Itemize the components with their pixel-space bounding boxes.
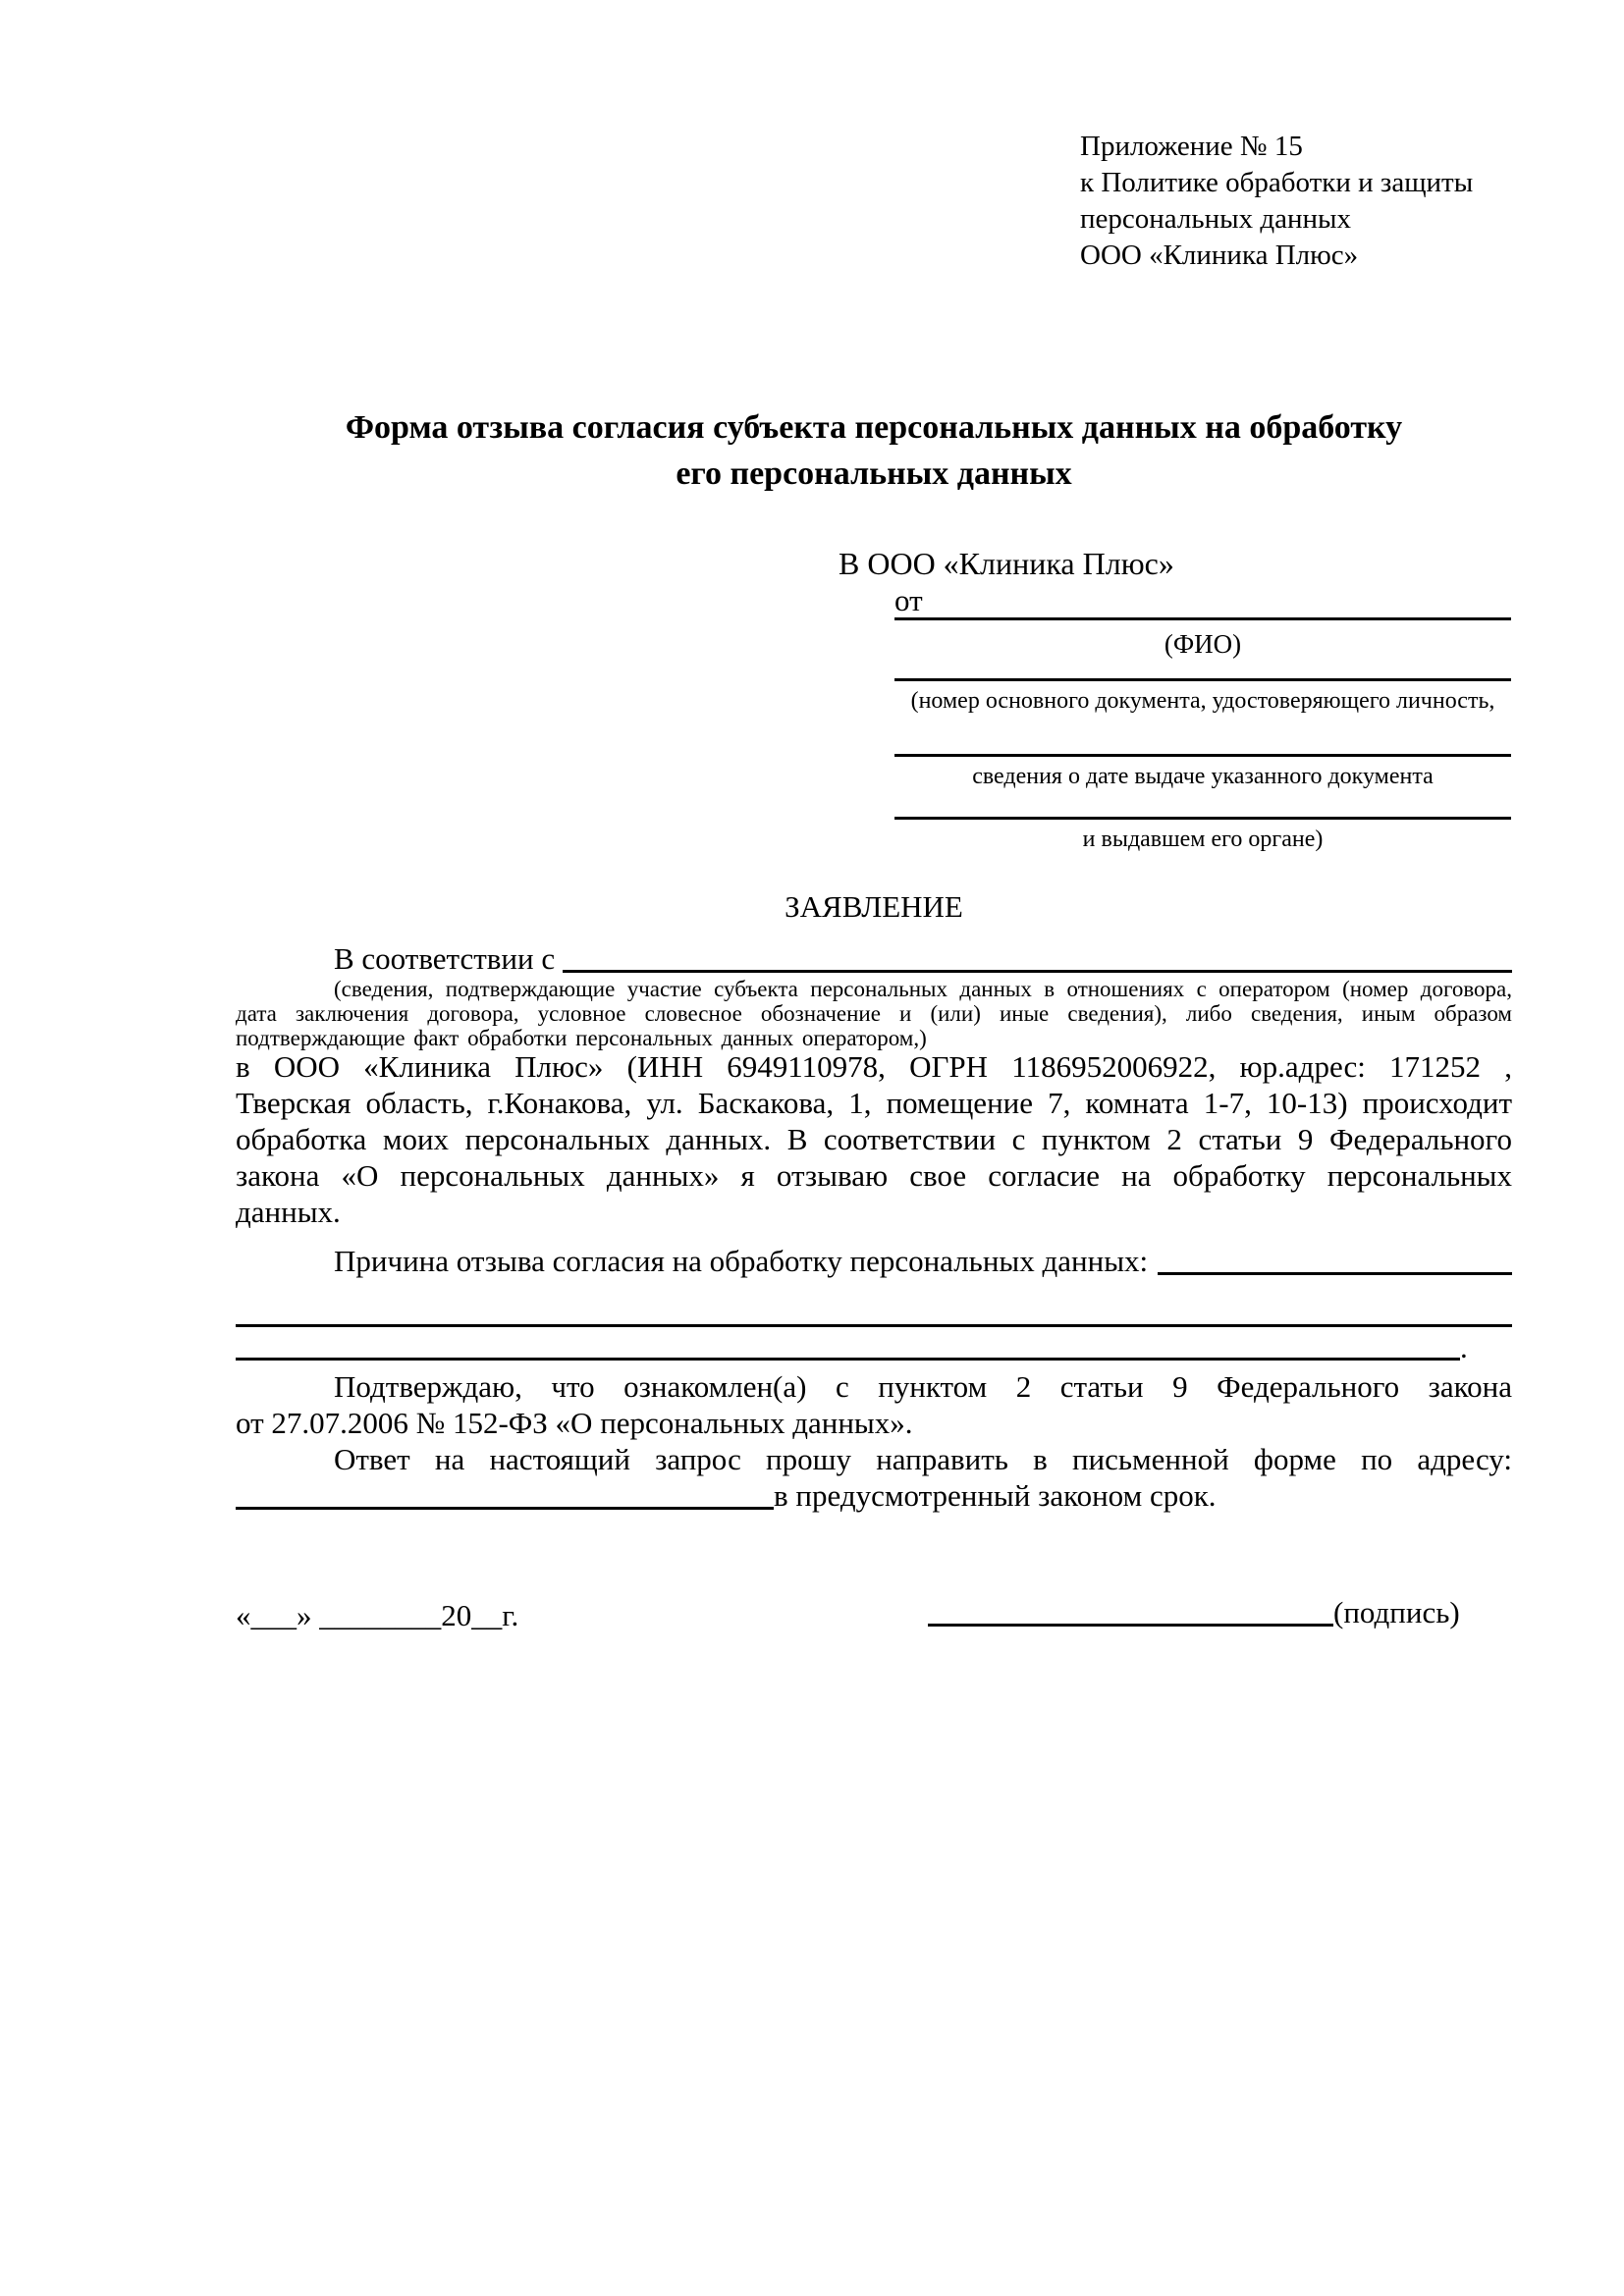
confirm-paragraph bbox=[236, 1368, 1512, 1441]
reason-line bbox=[236, 1243, 1512, 1279]
confirm-line: Подтверждаю, что ознакомлен(а) с пунктом 2 статьи 9 Федерального закона bbox=[334, 1369, 1512, 1404]
paragraph-indent bbox=[236, 1243, 334, 1279]
paragraph-indent bbox=[236, 940, 334, 977]
reply-line: Ответ на настоящий запрос прошу направить в письменной форме по адресу: bbox=[334, 1442, 1512, 1476]
issue-date-blank-line bbox=[894, 754, 1511, 757]
statement-heading: ЗАЯВЛЕНИЕ bbox=[785, 889, 963, 924]
reason-blank-line bbox=[1158, 1272, 1512, 1275]
issue-org-caption: и выдавшем его органе) bbox=[1082, 827, 1324, 852]
doc-number-caption: (номер основного документа, удостоверяющего личность, bbox=[910, 688, 1495, 714]
issue-date-caption: сведения о дате выдаче указанного документа bbox=[972, 764, 1434, 789]
addressee-to: В ООО «Клиника Плюс» bbox=[839, 546, 1174, 581]
reply-address-blank-line bbox=[236, 1507, 774, 1510]
fio-caption: (ФИО) bbox=[1164, 629, 1242, 659]
date-blank: «___» ________20__г. bbox=[236, 1598, 519, 1632]
intro-blank-line bbox=[563, 970, 1512, 973]
fio-blank-line bbox=[894, 617, 1511, 620]
appendix-line: персональных данных bbox=[1080, 203, 1352, 235]
addressee-from-label: от bbox=[894, 583, 923, 617]
confirm-line: от 27.07.2006 № 152-ФЗ «О персональных данных». bbox=[236, 1406, 913, 1440]
statement-body: в ООО «Клиника Плюс» (ИНН 6949110978, ОГРН 1186952006922, юр.адрес: 171252 , Тверская область, г.Конакова, ул. Баскакова, 1, помещение 7, комната 1-7, 10-13) происходит обработка моих персональных данных. В соответствии с пунктом 2 статьи 9 Федерального закона «О персональных данных» я отзываю свое согласие на обработку персональных данных. bbox=[236, 1049, 1512, 1229]
document-title bbox=[236, 404, 1512, 497]
signature-blank-line bbox=[928, 1624, 1333, 1627]
doc-number-blank-line bbox=[894, 678, 1511, 681]
signature-area bbox=[928, 1594, 1460, 1630]
appendix-line: к Политике обработки и защиты bbox=[1080, 167, 1474, 198]
reason-blank-line-3 bbox=[236, 1327, 1512, 1362]
reply-suffix: в предусмотренный законом срок. bbox=[774, 1478, 1217, 1513]
trailing-period: . bbox=[1460, 1330, 1468, 1364]
reason-prefix: Причина отзыва согласия на обработку персональных данных: bbox=[334, 1244, 1149, 1278]
title-line: его персональных данных bbox=[676, 455, 1072, 492]
title-line: Форма отзыва согласия субъекта персональных данных на обработку bbox=[345, 409, 1403, 446]
issue-org-blank-line bbox=[894, 817, 1511, 820]
intro-line bbox=[236, 940, 1512, 977]
reply-paragraph bbox=[236, 1441, 1512, 1514]
reason-blank-line-3-rule bbox=[236, 1358, 1460, 1361]
appendix-line: ООО «Клиника Плюс» bbox=[1080, 240, 1359, 271]
signature-caption: (подпись) bbox=[1333, 1595, 1460, 1629]
appendix-block bbox=[1080, 129, 1542, 274]
fine-print: (сведения, подтверждающие участие субъекта персональных данных в отношениях с оператором (номер договора, дата заключения договора, условное словесное обозначение и (или) иные сведения), либо сведения, иным образом подтверждающие факт обработки персональных данных оператором,) bbox=[236, 977, 1512, 1050]
appendix-line: Приложение № 15 bbox=[1080, 131, 1303, 162]
reply-address-line bbox=[236, 1477, 1512, 1514]
intro-prefix: В соответствии с bbox=[334, 941, 556, 976]
